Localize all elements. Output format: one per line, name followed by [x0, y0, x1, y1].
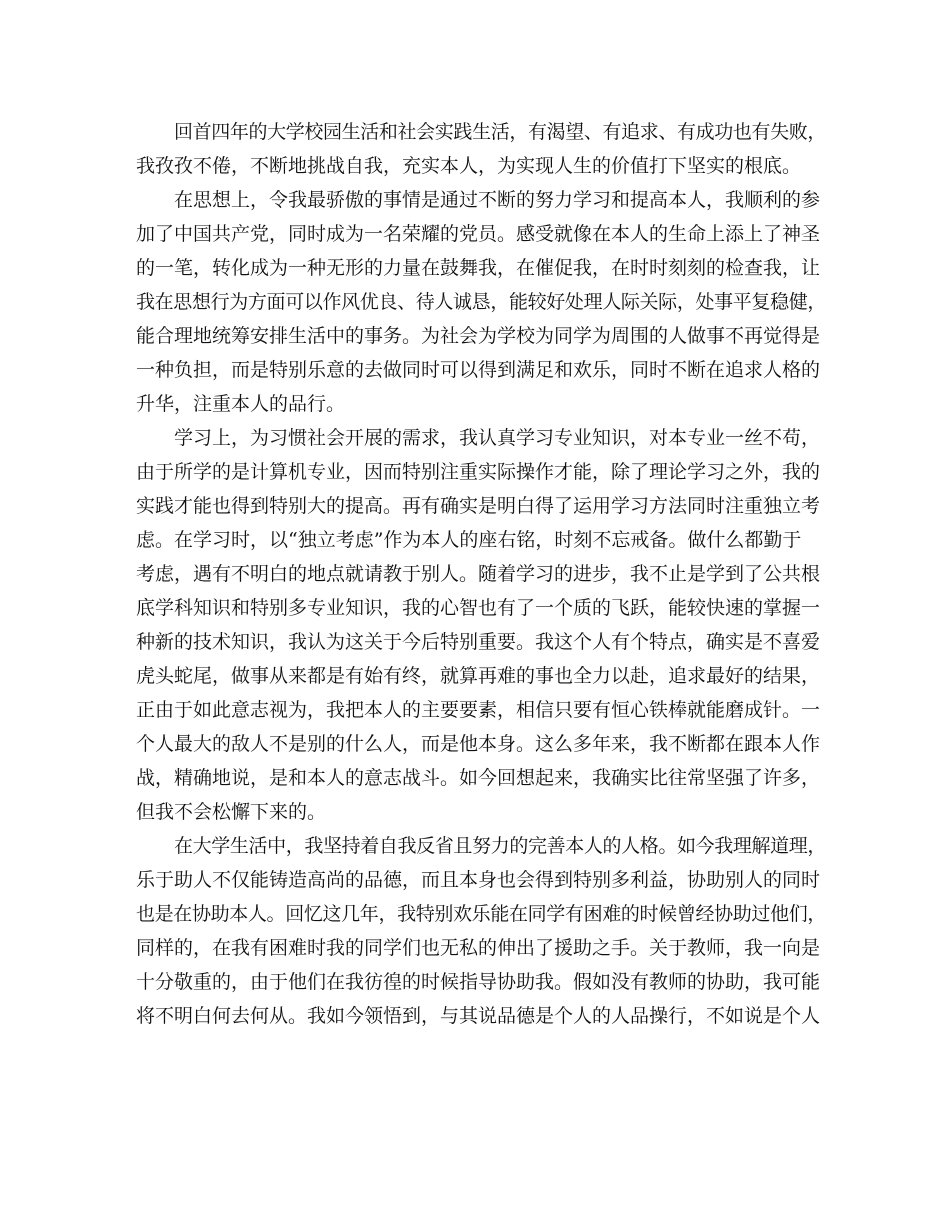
paragraph-first-line: 学习上，为习惯社会开展的需求，我认真学习专业知识，对本专业一丝不苟，: [174, 427, 821, 449]
text-line: 乐于助人不仅能铸造高尚的品德，而且本身也会得到特别多利益，协助别人的同时: [136, 869, 821, 891]
text-line: 个人最大的敌人不是别的什么人，而是他本身。这么多年来，我不断都在跟本人作: [136, 733, 821, 755]
text-line: 也是在协助本人。回忆这几年，我特别欢乐能在同学有困难的时候曾经协助过他们，: [136, 903, 827, 925]
paragraph-first-line: 回首四年的大学校园生活和社会实践生活，有渴望、有追求、有成功也有失败，: [174, 121, 827, 143]
text-line: 正由于如此意志视为，我把本人的主要要素，相信只要有恒心铁棒就能磨成针。一: [136, 699, 821, 721]
text-line: 的一笔，转化成为一种无形的力量在鼓舞我，在催促我，在时时刻刻的检查我，让: [136, 257, 821, 279]
paragraph-first-line: 在思想上，令我最骄傲的事情是通过不断的努力学习和提高本人，我顺利的参: [174, 189, 821, 211]
paragraph-first-line: 在大学生活中，我坚持着自我反省且努力的完善本人的人格。如今我理解道理，: [174, 835, 827, 857]
text-line: 十分敬重的，由于他们在我彷徨的时候指导协助我。假如没有教师的协助，我可能: [136, 971, 821, 993]
text-line: 考虑，遇有不明白的地点就请教于别人。随着学习的进步，我不止是学到了公共根: [136, 563, 821, 585]
text-line: 但我不会松懈下来的。: [136, 801, 327, 823]
text-line: 我在思想行为方面可以作风优良、待人诚恳，能较好处理人际关际，处事平复稳健，: [136, 291, 827, 313]
text-line: 底学科知识和特别多专业知识，我的心智也有了一个质的飞跃，能较快速的掌握一: [136, 597, 821, 619]
text-line: 升华，注重本人的品行。: [136, 393, 346, 415]
text-line: 我孜孜不倦，不断地挑战自我，充实本人，为实现人生的价值打下坚实的根底。: [136, 155, 802, 177]
text-line: 一种负担，而是特别乐意的去做同时可以得到满足和欢乐，同时不断在追求人格的: [136, 359, 821, 381]
text-line: 战，精确地说，是和本人的意志战斗。如今回想起来，我确实比往常坚强了许多，: [136, 767, 821, 789]
text-line: 由于所学的是计算机专业，因而特别注重实际操作才能，除了理论学习之外，我的: [136, 461, 821, 483]
text-line: 将不明白何去何从。我如今领悟到，与其说品德是个人的人品操行，不如说是个人: [136, 1005, 821, 1027]
text-line: 实践才能也得到特别大的提高。再有确实是明白得了运用学习方法同时注重独立考: [136, 495, 821, 517]
text-line: 虎头蛇尾，做事从来都是有始有终，就算再难的事也全力以赴，追求最好的结果，: [136, 665, 821, 687]
text-line: 虑。在学习时，以“独立考虑”作为本人的座右铭，时刻不忘戒备。做什么都勤于: [136, 529, 802, 551]
text-line: 种新的技术知识，我认为这关于今后特别重要。我这个人有个特点，确实是不喜爱: [136, 631, 821, 653]
text-line: 同样的，在我有困难时我的同学们也无私的伸出了援助之手。关于教师，我一向是: [136, 937, 821, 959]
document-body: [136, 115, 827, 1033]
text-line: 加了中国共产党，同时成为一名荣耀的党员。感受就像在本人的生命上添上了神圣: [136, 223, 821, 245]
text-line: 能合理地统筹安排生活中的事务。为社会为学校为同学为周围的人做事不再觉得是: [136, 325, 821, 347]
